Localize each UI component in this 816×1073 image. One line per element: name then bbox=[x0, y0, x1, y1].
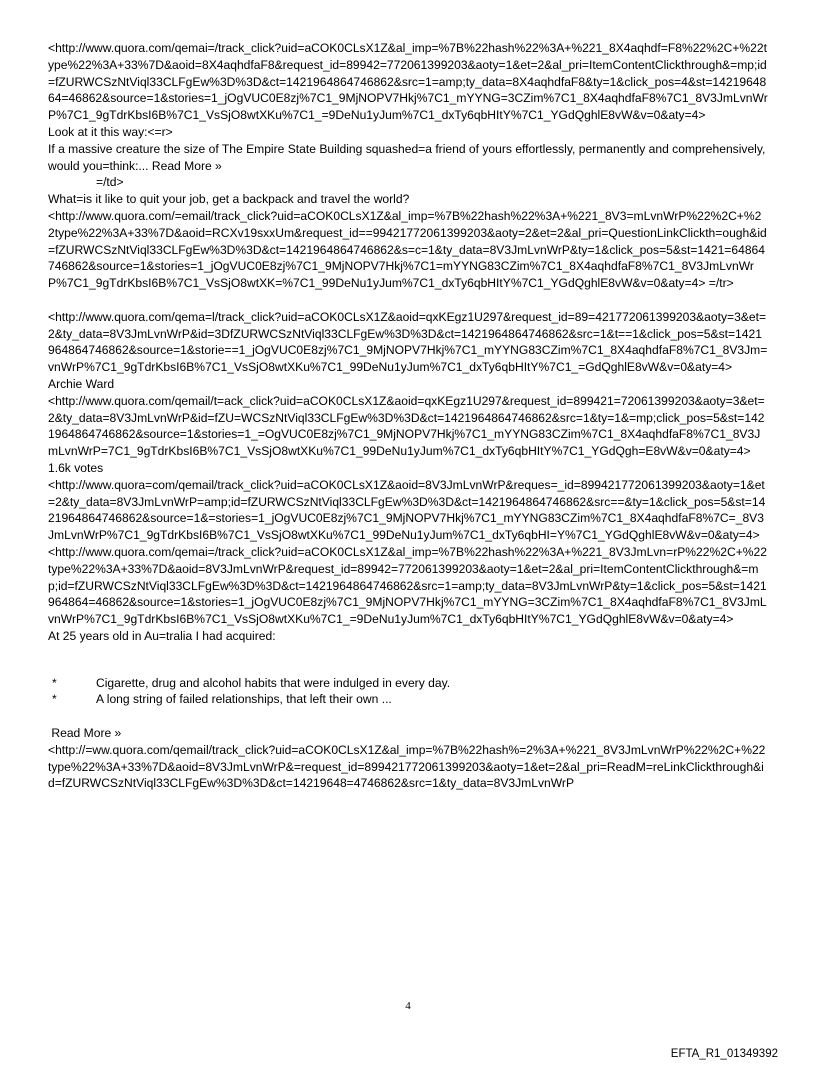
spacer bbox=[48, 645, 768, 675]
bullet-marker: * bbox=[52, 675, 57, 690]
author-link[interactable]: <http://www.quora.com/qemail/t=ack_click?uid=aCOK0CLsX1Z&aoid=qxKEgz1U297&request_id=899421=72061399203&aoty=3&et=2&ty_data=8V3JmLvnWrP&id=fZU=WCSzNtViql33CLFgEw%3D%3D&ct=1421964864746862&src=1&ty=1&=mp;click_pos=5&st=1421964864746862&source=1&stories=1_=OgVUC0E8zj%7C1_9MjNOPV7Hkj%7C1_mYYNG83CZim%7C1_8X4aqhdfaF8%7C1_8V3JmLvnWrP=7C1_9gTdrKbsI6B%7C1_VsSjO8wtXKu%7C1_99DeNu1yJum%7C1_dxTy6qbHItY%7C1_YGdQgh=E8vW&v=0&aty=4> bbox=[48, 393, 765, 459]
list-item-text: Cigarette, drug and alcohol habits that were indulged in every day. bbox=[96, 675, 451, 690]
spacer bbox=[48, 292, 768, 309]
bates-number: EFTA_R1_01349392 bbox=[670, 1048, 778, 1060]
page-number: 4 bbox=[405, 1000, 411, 1012]
answer-intro: At 25 years old in Au=tralia I had acquired: bbox=[48, 628, 276, 643]
author-name: Archie Ward bbox=[48, 376, 115, 391]
vote-count: 1.6k votes bbox=[48, 460, 104, 475]
read-more-link[interactable]: Read More » bbox=[48, 726, 122, 741]
question-link[interactable]: <http://www.quora.com/=email/track_click?uid=aCOK0CLsX1Z&al_imp=%7B%22hash%22%3A+%221_8V3=mLvnWrP%22%2C+%22type%22%3A+33%7D&aoid=RCXv19sxxUm&request_id==99421772061399203&aoty=2&et=2&al_pri=QuestionLinkClickth=ough&id=fZURWCSzNtViql33CLFgEw%3D%3D&ct=1421964864746862&s=c=1&ty_data=8V3JmLvnWrP&ty=1&click_pos=5&st=1421=64864746862&source=1&stories=1_jOgVUC0E8zj%7C1_9MjNOPV7Hkj%7C1=mYYNG83CZim%7C1_8X4aqhdfaF8%7C1_8V3JmLvnWrP%7C1_9gTdrKbsI6B%7C1_VsSjO8wtXK=%7C1_99DeNu1yJum%7C1_dxTy6qbHItY%7C1_YGdQghlE8vW&v=0&aty=4> =/tr> bbox=[48, 208, 767, 291]
list-item bbox=[48, 691, 768, 708]
email-body bbox=[48, 40, 768, 792]
story-excerpt: If a massive creature the size of The Empire State Building squashed=a friend of yours effortlessly, permanently and comprehensively, would you=think:... Read More » bbox=[48, 141, 769, 173]
list-item bbox=[48, 675, 768, 692]
list-item-text: A long string of failed relationships, that left their own ... bbox=[96, 692, 392, 707]
read-more-tracking-link[interactable]: <http://=ww.quora.com/qemail/track_click?uid=aCOK0CLsX1Z&al_imp=%7B%22hash%=2%3A+%221_8V3JmLvnWrP%22%2C+%22type%22%3A+33%7D&aoid=8V3JmLvnWrP&=request_id=899421772061399203&aoty=1&et=2&al_pri=ReadM=reLinkClickthrough&id=fZURWCSzNtViql33CLFgEw%3D%3D&ct=14219648=4746862&src=1&ty_data=8V3JmLvnWrP bbox=[48, 742, 766, 791]
question-title: What=is it like to quit your job, get a backpack and travel the world? bbox=[48, 192, 410, 207]
bullet-marker: * bbox=[52, 692, 57, 707]
tracking-link[interactable]: <http://www.quora=com/qemail/track_click?uid=aCOK0CLsX1Z&aoid=8V3JmLvnWrP&reques=_id=899421772061399203&aoty=1&et=2&ty_data=8V3JmLvnWrP=amp;id=fZURWCSzNtViql33CLFgEw%3D%3D&ct=1421964864746862&src==&ty=1&click_pos=5&st=1421964864746862&source=1&=stories=1_jOgVUC0E8zj%7C1_9MjNOPV7Hkj%7C1_mYYNG83CZim%7C1_8X4aqhdfaF8%7C=_8V3JmLvnWrP%7C1_9gTdrKbsI6B%7C1_VsSjO8wtXKu%7C1_99DeNu1yJum%7C1_dxTy6qbHI=Y%7C1_YGdQghlE8vW&v=0&aty=4> bbox=[48, 477, 766, 543]
html-fragment: =/td> bbox=[96, 175, 124, 190]
tracking-link[interactable]: <http://www.quora.com/qemai=/track_click?uid=aCOK0CLsX1Z&al_imp=%7B%22hash%22%3A+%221_8X4aqhdf=F8%22%2C+%22type%22%3A+33%7D&aoid=8X4aqhdfaF8&request_id=89942=772061399203&aoty=1&et=2&al_pri=ItemContentClickthrough&=mp;id=fZURWCSzNtViql33CLFgEw%3D%3D&ct=1421964864746862&src=1=amp;ty_data=8X4aqhdfaF8&ty=1&click_pos=4&st=1421964864=46862&source=1&stories=1_jOgVUC0E8zj%7C1_9MjNOPV7Hkj%7C1_mYYNG=3CZim%7C1_8X4aqhdfaF8%7C1_8V3JmLvnWrP%7C1_9gTdrKbsI6B%7C1_VsSjO8wtXKu%7C1_=9DeNu1yJum%7C1_dxTy6qbHItY%7C1_YGdQghlE8vW&v=0&aty=4> bbox=[48, 41, 768, 123]
spacer bbox=[48, 708, 768, 725]
bullet-list bbox=[48, 675, 768, 709]
body-text: Look at it this way:<=r> bbox=[48, 124, 173, 139]
tracking-link[interactable]: <http://www.quora.com/qema=l/track_click?uid=aCOK0CLsX1Z&aoid=qxKEgz1U297&request_id=89=421772061399203&aoty=3&et=2&ty_data=8V3JmLvnWrP&id=3DfZURWCSzNtViql33CLFgEw%3D%3D&ct=1421964864746862&src=1&t==1&click_pos=5&st=1421964864746862&source=1&storie==1_jOgVUC0E8zj%7C1_9MjNOPV7Hkj%7C1_mYYNG83CZim%7C1_8X4aqhdfaF8%7C1_8V3Jm=vnWrP%7C1_9gTdrKbsI6B%7C1_VsSjO8wtXKu%7C1_99DeNu1yJum%7C1_dxTy6qbHItY%7C1_=GdQghlE8vW&v=0&aty=4> bbox=[48, 309, 768, 375]
item-content-link[interactable]: <http://www.quora.com/qemai=/track_click?uid=aCOK0CLsX1Z&al_imp=%7B%22hash%22%3A+%221_8V3JmLvn=rP%22%2C+%22type%22%3A+33%7D&aoid=8V3JmLvnWrP&request_id=89942=772061399203&aoty=1&et=2&al_pri=ItemContentClickthrough&=mp;id=fZURWCSzNtViql33CLFgEw%3D%3D&ct=1421964864746862&src=1=amp;ty_data=8V3JmLvnWrP&ty=1&click_pos=5&st=1421964864=46862&source=1&stories=1_jOgVUC0E8zj%7C1_9MjNOPV7Hkj%7C1_mYYNG=3CZim%7C1_8X4aqhdfaF8%7C1_8V3JmLvnWrP%7C1_9gTdrKbsI6B%7C1_VsSjO8wtXKu%7C1_=9DeNu1yJum%7C1_dxTy6qbHItY%7C1_YGdQghlE8vW&v=0&aty=4> bbox=[48, 544, 767, 627]
